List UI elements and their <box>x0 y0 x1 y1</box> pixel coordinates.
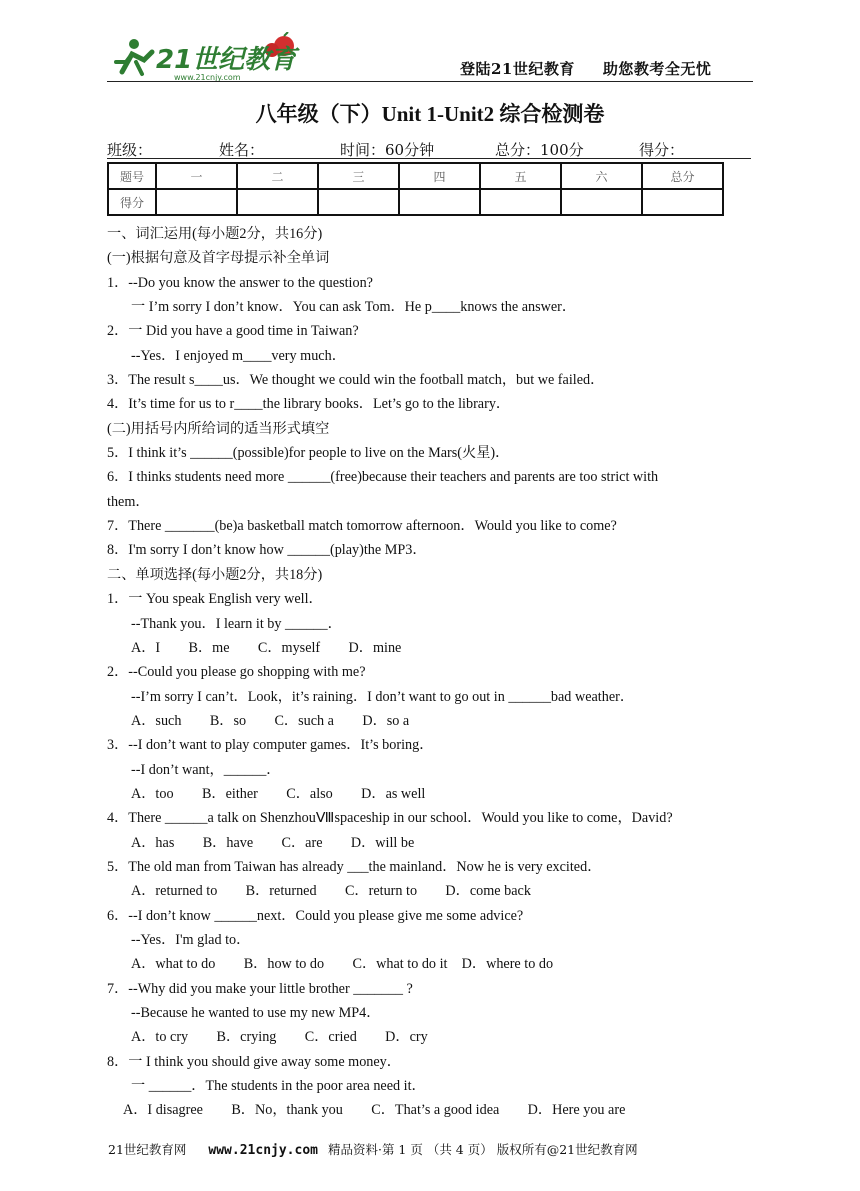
header-divider <box>107 81 753 82</box>
score-table-cell: 一 <box>156 163 237 189</box>
answer-options: A．I disagree B．No，thank you C．That’s a good idea D．Here you are <box>123 1102 626 1119</box>
answer-options: A．too B．either C．also D．as well <box>131 785 426 802</box>
question-line: 2．一 Did you have a good time in Taiwan? <box>107 323 359 340</box>
score-blank <box>480 189 561 215</box>
subsection-heading: (二)用括号内所给词的适当形式填空 <box>107 420 330 437</box>
score-blank <box>399 189 480 215</box>
answer-options: A．such B．so C．such a D．so a <box>131 712 410 729</box>
slogan-left: 登陆21世纪教育 <box>460 60 575 78</box>
score-table-cell: 五 <box>480 163 561 189</box>
footer-site-name: 21世纪教育网 <box>108 1142 187 1157</box>
question-line: 7．--Why did you make your little brother _______ ? <box>107 980 413 997</box>
question-line: them． <box>107 493 150 510</box>
score-table <box>107 162 724 216</box>
question-line: --Yes．I enjoyed m____very much． <box>131 347 346 364</box>
header-slogan <box>460 58 711 79</box>
slogan-right: 助您教考全无忧 <box>602 60 712 78</box>
score-table-cell: 四 <box>399 163 480 189</box>
site-logo <box>112 32 312 84</box>
question-line: --Because he wanted to use my new MP4． <box>131 1005 381 1021</box>
question-line: 一 ______．The students in the poor area need it． <box>131 1078 426 1095</box>
question-line: 6．--I don’t know ______next．Could you please give me some advice? <box>107 907 524 924</box>
question-line: 5．The old man from Taiwan has already ___the mainland．Now he is very excited． <box>107 858 602 875</box>
logo-url: www.21cnjy.com <box>174 73 241 82</box>
score-blank <box>156 189 237 215</box>
answer-options: A．I B．me C．myself D．mine <box>131 639 402 656</box>
question-line: 6．I thinks students need more ______(free)because their teachers and parents are too strict with <box>107 469 659 486</box>
exam-title: 八年级（下）Unit 1-Unit2 综合检测卷 <box>255 102 605 126</box>
page-footer <box>108 1140 638 1158</box>
question-line: 7．There _______(be)a basketball match tomorrow afternoon．Would you like to come? <box>107 518 617 535</box>
score-table-header-row <box>108 163 723 189</box>
question-line: 3．--I don’t want to play computer games．It’s boring． <box>107 737 434 754</box>
footer-link[interactable]: www.21cnjy.com <box>208 1143 318 1158</box>
score-table-cell: 二 <box>237 163 318 189</box>
question-line: 8．一 I think you should give away some money． <box>107 1053 401 1070</box>
question-line: 4．There ______a talk on ShenzhouⅧspaceship in our school．Would you like to come，David? <box>107 810 673 827</box>
footer-page-info: 精品资料·第 1 页 （共 4 页） 版权所有@21世纪教育网 <box>327 1142 638 1157</box>
score-blank <box>642 189 723 215</box>
question-line: 2．--Could you please go shopping with me? <box>107 664 366 681</box>
name-field: 姓名： <box>219 141 265 159</box>
question-line: 一 I’m sorry I don’t know．You can ask Tom．He p____knows the answer． <box>131 299 577 316</box>
runner-icon <box>116 39 152 74</box>
student-info-row <box>107 139 751 159</box>
score-field: 得分： <box>639 141 685 159</box>
score-table-cell: 三 <box>318 163 399 189</box>
score-blank <box>318 189 399 215</box>
question-line: --Yes．I'm glad to． <box>131 931 251 948</box>
question-line: --I don’t want，______． <box>131 761 281 778</box>
class-field: 班级： <box>107 141 153 159</box>
answer-options: A．to cry B．crying C．cried D．cry <box>131 1029 428 1046</box>
question-line: 3．The result s____us．We thought we could win the football match，but we failed． <box>107 372 605 389</box>
score-table-cell: 题号 <box>108 163 156 189</box>
exam-content <box>107 222 759 1123</box>
answer-options: A．returned to B．returned C．return to D．come back <box>131 883 531 900</box>
time-field: 时间：60分钟 <box>340 141 435 159</box>
total-field: 总分：100分 <box>495 141 584 159</box>
question-line: 1．一 You speak English very well． <box>107 591 323 608</box>
question-line: 1．--Do you know the answer to the question? <box>107 274 373 291</box>
section-heading: 一、词汇运用(每小题2分，共16分) <box>107 226 323 242</box>
answer-options: A．what to do B．how to do C．what to do it D．where to do <box>131 956 554 973</box>
score-table-cell: 总分 <box>642 163 723 189</box>
question-line: --I’m sorry I can’t．Look，it’s raining．I don’t want to go out in ______bad weather． <box>131 688 635 705</box>
subsection-heading: (一)根据句意及首字母提示补全单词 <box>107 250 330 267</box>
question-line: 8．I'm sorry I don’t know how ______(play)the MP3． <box>107 542 427 559</box>
logo-text: 21世纪教育 <box>156 45 297 75</box>
answer-options: A．has B．have C．are D．will be <box>131 834 415 851</box>
question-line: --Thank you．I learn it by ______． <box>131 615 342 632</box>
question-line: 5．I think it’s ______(possible)for people to live on the Mars(火星)． <box>107 445 510 462</box>
question-line: 4．It’s time for us to r____the library books．Let’s go to the library． <box>107 396 511 413</box>
score-table-cell: 六 <box>561 163 642 189</box>
score-blank <box>237 189 318 215</box>
score-table-score-row <box>108 189 723 215</box>
section-heading: 二、单项选择(每小题2分，共18分) <box>107 566 323 583</box>
score-blank <box>561 189 642 215</box>
score-table-cell: 得分 <box>108 189 156 215</box>
